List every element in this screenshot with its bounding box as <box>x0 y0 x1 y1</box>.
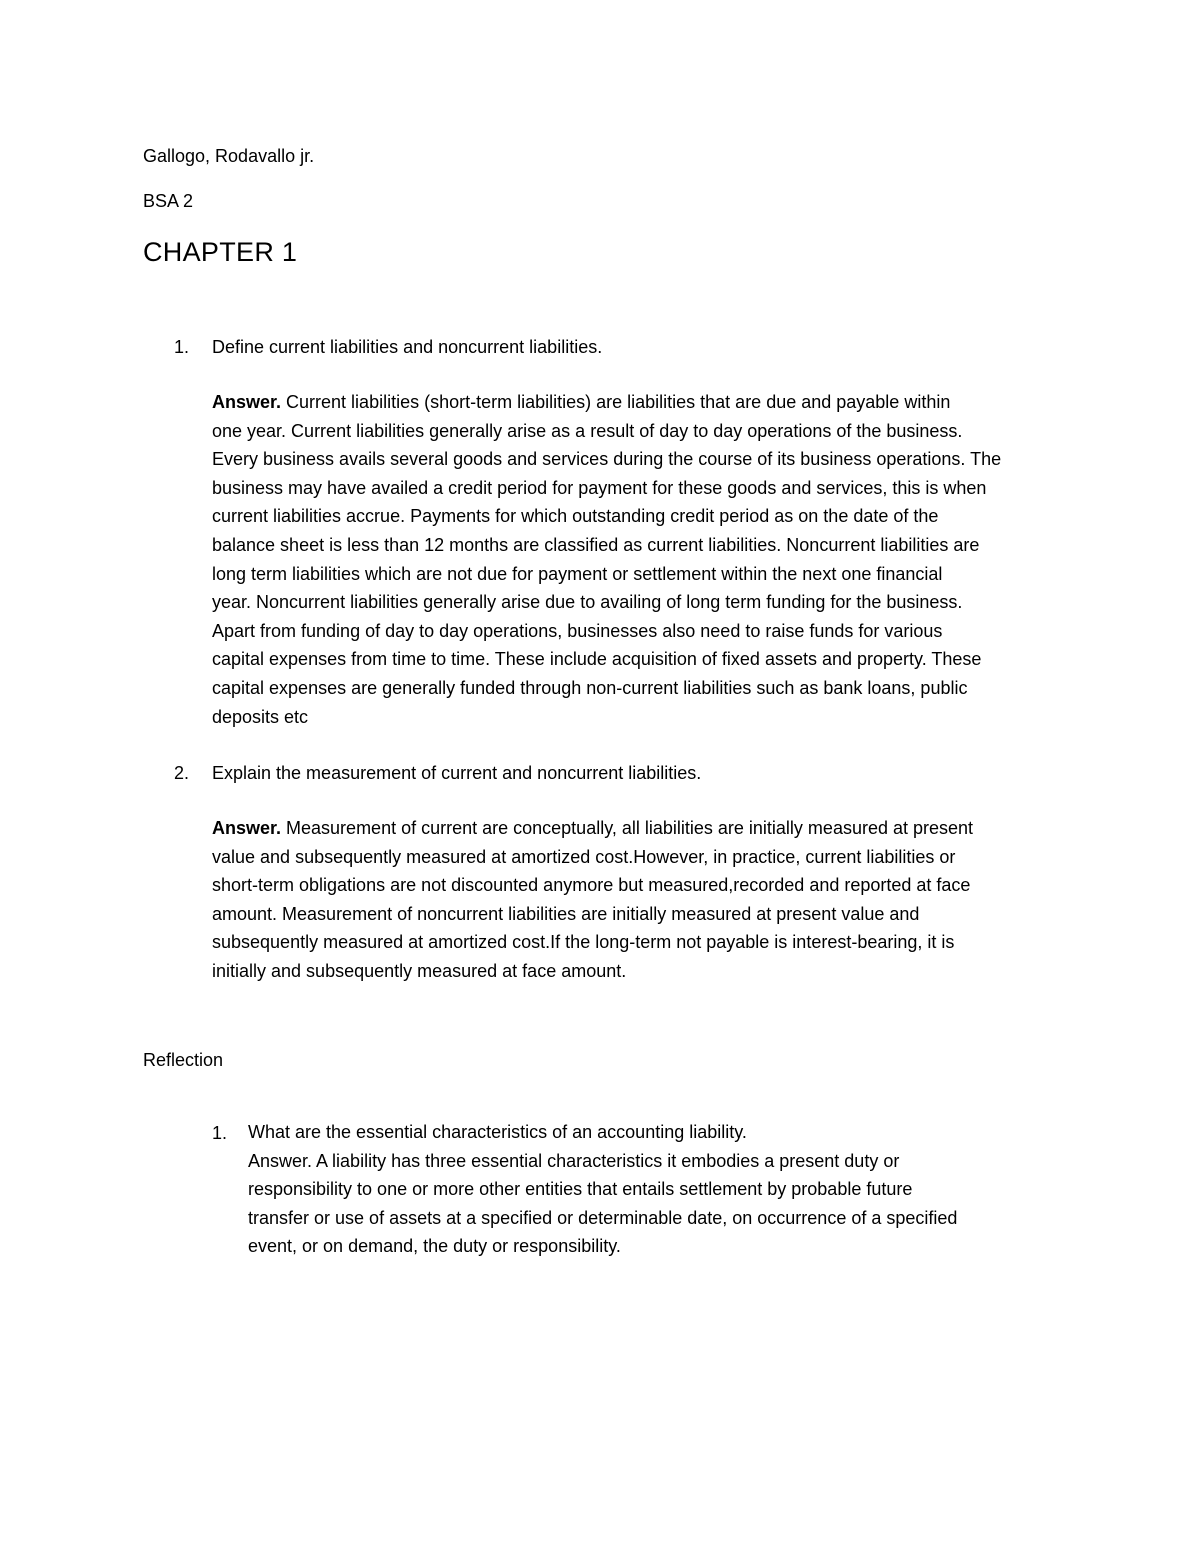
reflection-number: 1. <box>212 1123 228 1143</box>
answer-paragraph <box>212 814 1112 986</box>
answer-line: Answer. Current liabilities (short-term liabilities) are liabilities that are due and payable within <box>212 392 951 412</box>
answer-line: short-term obligations are not discounted anymore but measured,recorded and reported at face <box>212 875 971 896</box>
student-name: Gallogo, Rodavallo jr. <box>143 146 315 166</box>
answer-line: capital expenses are generally funded through non-current liabilities such as bank loans, public <box>212 677 968 698</box>
course-label: BSA 2 <box>143 191 194 211</box>
question-text: Explain the measurement of current and noncurrent liabilities. <box>212 763 702 783</box>
answer-line: capital expenses from time to time. These include acquisition of fixed assets and property. These <box>212 649 982 670</box>
answer-paragraph <box>212 388 1112 731</box>
answer-line: value and subsequently measured at amortized cost.However, in practice, current liabilities or <box>212 846 956 867</box>
answer-line: business may have availed a credit period for payment for these goods and services, this is when <box>212 477 987 498</box>
question-text: Define current liabilities and noncurrent liabilities. <box>212 337 603 357</box>
answer-line: subsequently measured at amortized cost.If the long-term not payable is interest-bearing, it is <box>212 932 955 953</box>
answer-line: deposits etc <box>212 706 309 727</box>
reflection-question: What are the essential characteristics of an accounting liability. <box>248 1122 747 1142</box>
answer-line: Answer. Measurement of current are conceptually, all liabilities are initially measured at present <box>212 818 974 838</box>
answer-label: Answer. <box>212 818 282 838</box>
answer-line: year. Noncurrent liabilities generally arise due to availing of long term funding for the business. <box>212 592 963 613</box>
chapter-title: CHAPTER 1 <box>143 237 298 267</box>
question-number: 2. <box>174 763 190 783</box>
reflection-title: Reflection <box>143 1050 224 1070</box>
answer-label: Answer. <box>212 392 282 412</box>
question-number: 1. <box>174 337 190 357</box>
answer-line: Apart from funding of day to day operations, businesses also need to raise funds for various <box>212 620 943 641</box>
answer-line: amount. Measurement of noncurrent liabilities are initially measured at present value and <box>212 903 920 924</box>
reflection-item <box>248 1118 1108 1261</box>
answer-line: transfer or use of assets at a specified or determinable date, on occurrence of a specified <box>248 1207 958 1228</box>
answer-line: long term liabilities which are not due for payment or settlement within the next one financial <box>212 563 943 584</box>
answer-line: one year. Current liabilities generally arise as a result of day to day operations of the business. <box>212 420 963 441</box>
answer-line: Answer. A liability has three essential characteristics it embodies a present duty or <box>248 1150 900 1171</box>
answer-line: Every business avails several goods and services during the course of its business operations. The <box>212 449 1002 470</box>
answer-line: current liabilities accrue. Payments for which outstanding credit period as on the date of the <box>212 506 939 527</box>
answer-line: event, or on demand, the duty or responsibility. <box>248 1236 621 1257</box>
answer-line: responsibility to one or more other entities that entails settlement by probable future <box>248 1179 913 1200</box>
answer-line: initially and subsequently measured at face amount. <box>212 960 627 981</box>
answer-line: balance sheet is less than 12 months are classified as current liabilities. Noncurrent liabilities are <box>212 534 980 555</box>
